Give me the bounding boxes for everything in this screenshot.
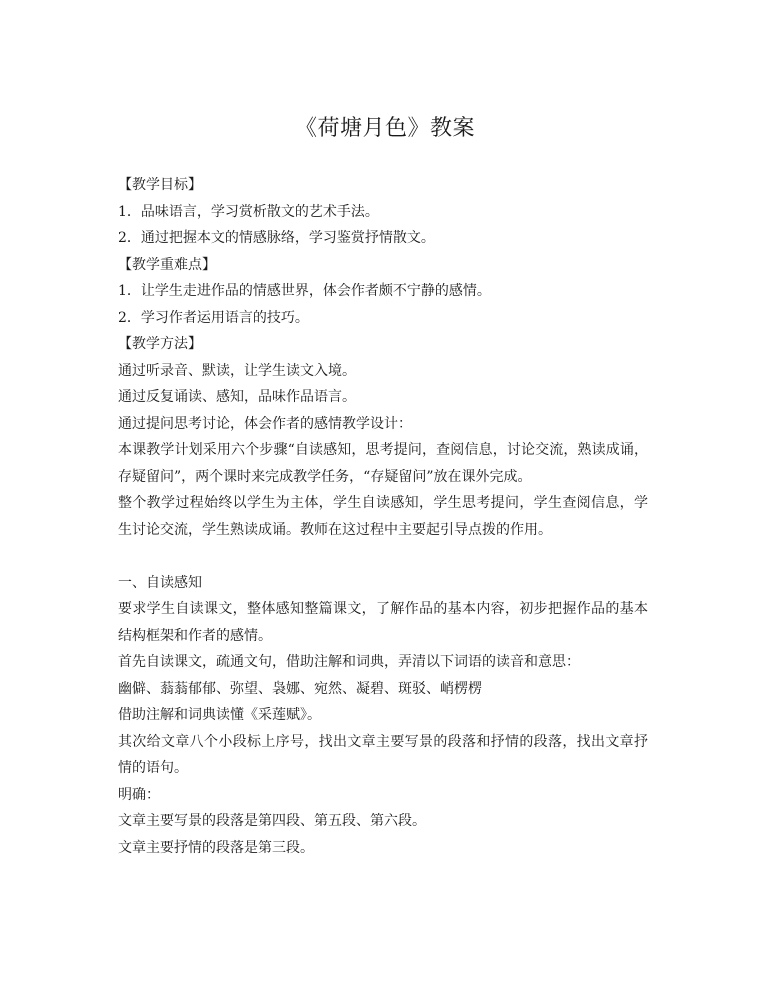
section-one-heading: 一、自读感知 bbox=[118, 574, 202, 591]
methods-heading: 【教学方法】 bbox=[118, 336, 202, 352]
section-one-paragraph-2: 其次给文章八个小段标上序号，找出文章主要写景的段落和抒情的段落，找出文章抒情的语句。 bbox=[118, 733, 648, 776]
section-one-paragraph-1: 要求学生自读课文，整体感知整篇课文，了解作品的基本内容，初步把握作品的基本结构框架和作者的感情。 bbox=[118, 601, 648, 644]
answer-2: 文章主要抒情的段落是第三段。 bbox=[118, 839, 314, 856]
section-one-line-1: 首先自读课文，疏通文句，借助注解和词典，弄清以下词语的读音和意思： bbox=[118, 654, 580, 670]
methods-paragraph-1: 本课教学计划采用六个步骤“自读感知，思考提问，查阅信息，讨论交流，熟读成诵，存疑留问”，两个课时来完成教学任务，“存疑留问”放在课外完成。 bbox=[118, 442, 648, 485]
method-item-1: 通过听录音、默读，让学生读文入境。 bbox=[118, 362, 356, 379]
document-title: 《荷塘月色》教案 bbox=[294, 116, 475, 141]
vocabulary-list: 幽僻、蓊蓊郁郁、弥望、袅娜、宛然、凝碧、斑驳、峭楞楞 bbox=[118, 680, 482, 697]
section-one-line-3: 借助注解和词典读懂《采莲赋》。 bbox=[118, 707, 321, 723]
methods-paragraph-2: 整个教学过程始终以学生为主体，学生自读感知，学生思考提问，学生查阅信息，学生讨论交流，学生熟读成诵。教师在这过程中主要起引导点拨的作用。 bbox=[118, 495, 648, 538]
clarify-label: 明确： bbox=[118, 786, 160, 803]
key-point-item-1: 1．让学生走进作品的情感世界，体会作者颇不宁静的感情。 bbox=[118, 283, 491, 299]
document-body bbox=[118, 172, 648, 861]
method-item-2: 通过反复诵读、感知，品味作品语言。 bbox=[118, 389, 356, 405]
goal-item-1: 1．品味语言，学习赏析散文的艺术手法。 bbox=[118, 203, 379, 220]
answer-1: 文章主要写景的段落是第四段、第五段、第六段。 bbox=[118, 813, 426, 829]
key-point-item-2: 2．学习作者运用语言的技巧。 bbox=[118, 309, 309, 326]
key-points-heading: 【教学重难点】 bbox=[118, 256, 216, 273]
goal-item-2: 2．通过把握本文的情感脉络，学习鉴赏抒情散文。 bbox=[118, 230, 435, 246]
section-spacer bbox=[118, 543, 648, 570]
method-item-3: 通过提问思考讨论，体会作者的感情教学设计： bbox=[118, 415, 412, 432]
goals-heading: 【教学目标】 bbox=[118, 177, 202, 193]
